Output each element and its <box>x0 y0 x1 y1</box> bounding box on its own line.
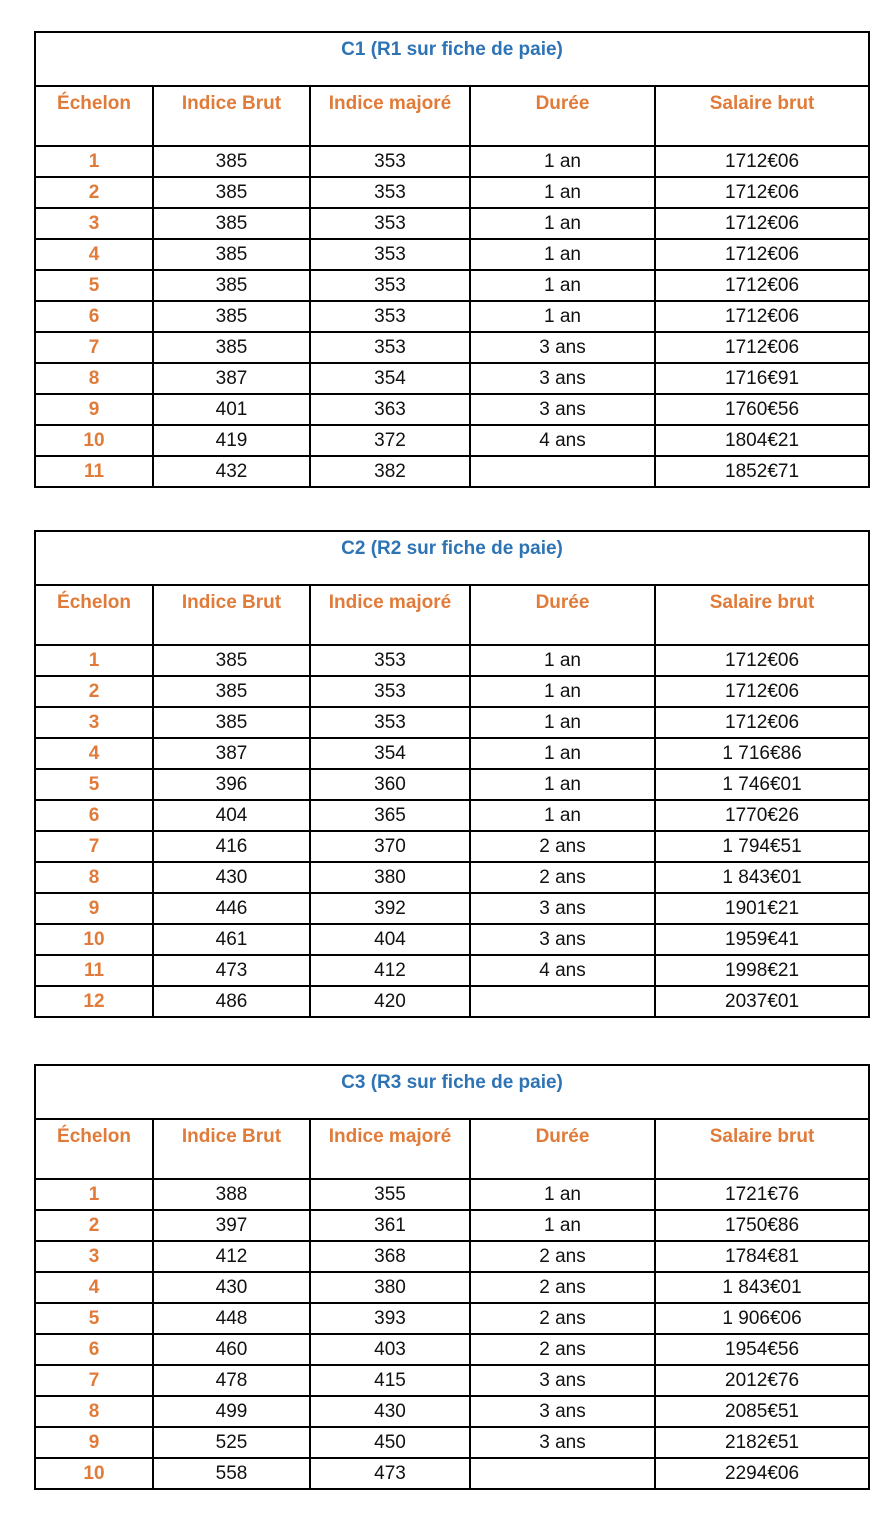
cell-indice-majore: 353 <box>310 707 470 738</box>
cell-duree: 1 an <box>470 707 655 738</box>
cell-indice-majore: 380 <box>310 1272 470 1303</box>
cell-indice-brut: 387 <box>153 363 310 394</box>
table-title: C1 (R1 sur fiche de paie) <box>35 32 869 86</box>
cell-indice-majore: 372 <box>310 425 470 456</box>
cell-duree: 2 ans <box>470 1272 655 1303</box>
cell-echelon: 11 <box>35 955 153 986</box>
cell-salaire-brut: 1 794€51 <box>655 831 869 862</box>
cell-indice-majore: 353 <box>310 645 470 676</box>
cell-duree <box>470 986 655 1017</box>
cell-duree: 1 an <box>470 1179 655 1210</box>
table-row <box>35 1303 869 1334</box>
cell-indice-brut: 385 <box>153 146 310 177</box>
table-header-row <box>35 585 869 645</box>
cell-echelon: 8 <box>35 862 153 893</box>
cell-indice-majore: 354 <box>310 363 470 394</box>
table-body <box>35 146 869 487</box>
cell-salaire-brut: 1712€06 <box>655 301 869 332</box>
cell-indice-brut: 412 <box>153 1241 310 1272</box>
cell-salaire-brut: 1954€56 <box>655 1334 869 1365</box>
cell-indice-brut: 448 <box>153 1303 310 1334</box>
cell-indice-brut: 419 <box>153 425 310 456</box>
table-row <box>35 1396 869 1427</box>
cell-echelon: 10 <box>35 1458 153 1489</box>
table-row <box>35 893 869 924</box>
cell-indice-brut: 388 <box>153 1179 310 1210</box>
cell-duree: 3 ans <box>470 924 655 955</box>
cell-salaire-brut: 1959€41 <box>655 924 869 955</box>
cell-duree <box>470 1458 655 1489</box>
cell-salaire-brut: 2182€51 <box>655 1427 869 1458</box>
table-row <box>35 1210 869 1241</box>
cell-echelon: 7 <box>35 1365 153 1396</box>
cell-echelon: 11 <box>35 456 153 487</box>
cell-duree: 1 an <box>470 738 655 769</box>
cell-duree: 2 ans <box>470 831 655 862</box>
table-row <box>35 1241 869 1272</box>
table-row <box>35 332 869 363</box>
cell-echelon: 6 <box>35 301 153 332</box>
cell-indice-brut: 416 <box>153 831 310 862</box>
cell-echelon: 3 <box>35 208 153 239</box>
table-row <box>35 707 869 738</box>
cell-indice-brut: 486 <box>153 986 310 1017</box>
cell-indice-majore: 473 <box>310 1458 470 1489</box>
cell-duree: 1 an <box>470 208 655 239</box>
table-row <box>35 1272 869 1303</box>
cell-duree: 2 ans <box>470 1241 655 1272</box>
cell-indice-majore: 353 <box>310 208 470 239</box>
cell-duree: 1 an <box>470 146 655 177</box>
cell-echelon: 3 <box>35 1241 153 1272</box>
cell-salaire-brut: 1998€21 <box>655 955 869 986</box>
cell-indice-majore: 415 <box>310 1365 470 1396</box>
table-row <box>35 1458 869 1489</box>
cell-salaire-brut: 1712€06 <box>655 177 869 208</box>
cell-indice-majore: 354 <box>310 738 470 769</box>
table-row <box>35 239 869 270</box>
cell-echelon: 7 <box>35 831 153 862</box>
cell-indice-brut: 430 <box>153 1272 310 1303</box>
header-indice-brut: Indice Brut <box>153 86 310 146</box>
table-row <box>35 301 869 332</box>
cell-salaire-brut: 1 746€01 <box>655 769 869 800</box>
cell-salaire-brut: 1 906€06 <box>655 1303 869 1334</box>
table-row <box>35 146 869 177</box>
cell-duree: 1 an <box>470 1210 655 1241</box>
table-row <box>35 800 869 831</box>
cell-indice-brut: 478 <box>153 1365 310 1396</box>
cell-duree: 1 an <box>470 645 655 676</box>
cell-indice-brut: 385 <box>153 332 310 363</box>
table-row <box>35 769 869 800</box>
cell-indice-brut: 401 <box>153 394 310 425</box>
cell-salaire-brut: 1 843€01 <box>655 1272 869 1303</box>
cell-indice-majore: 368 <box>310 1241 470 1272</box>
cell-indice-majore: 360 <box>310 769 470 800</box>
cell-salaire-brut: 2294€06 <box>655 1458 869 1489</box>
cell-duree: 1 an <box>470 177 655 208</box>
table-row <box>35 1334 869 1365</box>
cell-echelon: 8 <box>35 363 153 394</box>
header-echelon: Échelon <box>35 585 153 645</box>
cell-duree: 3 ans <box>470 1396 655 1427</box>
cell-duree: 1 an <box>470 800 655 831</box>
cell-indice-brut: 385 <box>153 676 310 707</box>
cell-indice-brut: 396 <box>153 769 310 800</box>
cell-echelon: 1 <box>35 645 153 676</box>
header-duree: Durée <box>470 86 655 146</box>
cell-echelon: 7 <box>35 332 153 363</box>
header-salaire-brut: Salaire brut <box>655 585 869 645</box>
header-echelon: Échelon <box>35 86 153 146</box>
cell-indice-majore: 353 <box>310 301 470 332</box>
cell-indice-majore: 361 <box>310 1210 470 1241</box>
cell-echelon: 9 <box>35 1427 153 1458</box>
cell-duree: 3 ans <box>470 363 655 394</box>
cell-echelon: 2 <box>35 177 153 208</box>
cell-echelon: 6 <box>35 800 153 831</box>
cell-indice-brut: 397 <box>153 1210 310 1241</box>
cell-indice-brut: 385 <box>153 239 310 270</box>
cell-salaire-brut: 2012€76 <box>655 1365 869 1396</box>
cell-salaire-brut: 1712€06 <box>655 332 869 363</box>
cell-echelon: 12 <box>35 986 153 1017</box>
cell-echelon: 10 <box>35 425 153 456</box>
cell-salaire-brut: 1 843€01 <box>655 862 869 893</box>
table-title-row <box>35 531 869 585</box>
header-duree: Durée <box>470 585 655 645</box>
cell-salaire-brut: 1712€06 <box>655 676 869 707</box>
cell-indice-majore: 353 <box>310 332 470 363</box>
cell-salaire-brut: 1716€91 <box>655 363 869 394</box>
cell-duree: 1 an <box>470 676 655 707</box>
cell-salaire-brut: 1712€06 <box>655 239 869 270</box>
cell-salaire-brut: 1901€21 <box>655 893 869 924</box>
cell-salaire-brut: 1712€06 <box>655 146 869 177</box>
cell-echelon: 6 <box>35 1334 153 1365</box>
cell-indice-brut: 404 <box>153 800 310 831</box>
table-row <box>35 738 869 769</box>
cell-indice-majore: 430 <box>310 1396 470 1427</box>
table-row <box>35 177 869 208</box>
cell-salaire-brut: 1760€56 <box>655 394 869 425</box>
cell-salaire-brut: 1 716€86 <box>655 738 869 769</box>
cell-echelon: 3 <box>35 707 153 738</box>
cell-indice-majore: 353 <box>310 177 470 208</box>
cell-salaire-brut: 1804€21 <box>655 425 869 456</box>
cell-indice-brut: 499 <box>153 1396 310 1427</box>
cell-indice-majore: 353 <box>310 676 470 707</box>
cell-echelon: 1 <box>35 1179 153 1210</box>
cell-duree: 1 an <box>470 239 655 270</box>
cell-duree: 3 ans <box>470 1427 655 1458</box>
cell-indice-brut: 385 <box>153 645 310 676</box>
table-row <box>35 862 869 893</box>
header-indice-majore: Indice majoré <box>310 86 470 146</box>
table-row <box>35 924 869 955</box>
table-header-row <box>35 1119 869 1179</box>
cell-duree: 4 ans <box>470 955 655 986</box>
cell-salaire-brut: 2085€51 <box>655 1396 869 1427</box>
cell-indice-brut: 473 <box>153 955 310 986</box>
table-row <box>35 456 869 487</box>
cell-indice-majore: 412 <box>310 955 470 986</box>
grille-c1-table <box>34 31 870 488</box>
cell-salaire-brut: 1852€71 <box>655 456 869 487</box>
table-row <box>35 1427 869 1458</box>
cell-indice-majore: 365 <box>310 800 470 831</box>
cell-indice-majore: 353 <box>310 239 470 270</box>
cell-indice-majore: 450 <box>310 1427 470 1458</box>
table-row <box>35 1365 869 1396</box>
cell-indice-majore: 420 <box>310 986 470 1017</box>
table-row <box>35 831 869 862</box>
cell-indice-majore: 403 <box>310 1334 470 1365</box>
table-header-row <box>35 86 869 146</box>
header-salaire-brut: Salaire brut <box>655 86 869 146</box>
cell-duree: 1 an <box>470 769 655 800</box>
cell-indice-brut: 558 <box>153 1458 310 1489</box>
cell-indice-brut: 525 <box>153 1427 310 1458</box>
cell-echelon: 4 <box>35 1272 153 1303</box>
cell-echelon: 9 <box>35 394 153 425</box>
cell-echelon: 10 <box>35 924 153 955</box>
cell-indice-brut: 446 <box>153 893 310 924</box>
table-row <box>35 1179 869 1210</box>
header-indice-brut: Indice Brut <box>153 1119 310 1179</box>
grille-c2-table <box>34 530 870 1018</box>
table-title-row <box>35 32 869 86</box>
cell-echelon: 4 <box>35 738 153 769</box>
table-row <box>35 425 869 456</box>
cell-indice-majore: 353 <box>310 146 470 177</box>
table-title-row <box>35 1065 869 1119</box>
cell-indice-majore: 382 <box>310 456 470 487</box>
table-body <box>35 1179 869 1489</box>
cell-duree: 1 an <box>470 301 655 332</box>
cell-indice-majore: 355 <box>310 1179 470 1210</box>
cell-indice-brut: 385 <box>153 208 310 239</box>
cell-salaire-brut: 1750€86 <box>655 1210 869 1241</box>
cell-duree: 3 ans <box>470 893 655 924</box>
header-echelon: Échelon <box>35 1119 153 1179</box>
header-indice-brut: Indice Brut <box>153 585 310 645</box>
cell-echelon: 2 <box>35 1210 153 1241</box>
header-salaire-brut: Salaire brut <box>655 1119 869 1179</box>
header-duree: Durée <box>470 1119 655 1179</box>
table-row <box>35 986 869 1017</box>
table-title: C3 (R3 sur fiche de paie) <box>35 1065 869 1119</box>
cell-duree: 3 ans <box>470 394 655 425</box>
cell-indice-majore: 392 <box>310 893 470 924</box>
cell-duree: 3 ans <box>470 332 655 363</box>
table-row <box>35 270 869 301</box>
cell-salaire-brut: 1712€06 <box>655 645 869 676</box>
table-row <box>35 394 869 425</box>
cell-salaire-brut: 1784€81 <box>655 1241 869 1272</box>
cell-salaire-brut: 2037€01 <box>655 986 869 1017</box>
cell-indice-brut: 432 <box>153 456 310 487</box>
header-indice-majore: Indice majoré <box>310 1119 470 1179</box>
cell-duree: 1 an <box>470 270 655 301</box>
cell-echelon: 5 <box>35 1303 153 1334</box>
cell-duree: 2 ans <box>470 862 655 893</box>
cell-echelon: 8 <box>35 1396 153 1427</box>
cell-indice-brut: 385 <box>153 707 310 738</box>
cell-echelon: 4 <box>35 239 153 270</box>
cell-indice-majore: 393 <box>310 1303 470 1334</box>
cell-duree <box>470 456 655 487</box>
table-row <box>35 208 869 239</box>
cell-echelon: 1 <box>35 146 153 177</box>
cell-echelon: 9 <box>35 893 153 924</box>
table-body <box>35 645 869 1017</box>
cell-indice-majore: 363 <box>310 394 470 425</box>
cell-indice-majore: 370 <box>310 831 470 862</box>
table-title: C2 (R2 sur fiche de paie) <box>35 531 869 585</box>
cell-echelon: 5 <box>35 769 153 800</box>
cell-duree: 2 ans <box>470 1303 655 1334</box>
cell-salaire-brut: 1712€06 <box>655 208 869 239</box>
grille-c3-table <box>34 1064 870 1490</box>
table-row <box>35 955 869 986</box>
cell-indice-brut: 385 <box>153 301 310 332</box>
cell-indice-brut: 461 <box>153 924 310 955</box>
cell-indice-brut: 460 <box>153 1334 310 1365</box>
cell-salaire-brut: 1721€76 <box>655 1179 869 1210</box>
cell-duree: 4 ans <box>470 425 655 456</box>
cell-duree: 2 ans <box>470 1334 655 1365</box>
cell-salaire-brut: 1770€26 <box>655 800 869 831</box>
table-row <box>35 363 869 394</box>
cell-duree: 3 ans <box>470 1365 655 1396</box>
cell-indice-brut: 387 <box>153 738 310 769</box>
header-indice-majore: Indice majoré <box>310 585 470 645</box>
table-row <box>35 645 869 676</box>
cell-indice-majore: 353 <box>310 270 470 301</box>
cell-indice-brut: 430 <box>153 862 310 893</box>
cell-indice-brut: 385 <box>153 177 310 208</box>
cell-echelon: 5 <box>35 270 153 301</box>
cell-salaire-brut: 1712€06 <box>655 270 869 301</box>
cell-echelon: 2 <box>35 676 153 707</box>
cell-indice-majore: 404 <box>310 924 470 955</box>
table-row <box>35 676 869 707</box>
cell-salaire-brut: 1712€06 <box>655 707 869 738</box>
cell-indice-brut: 385 <box>153 270 310 301</box>
cell-indice-majore: 380 <box>310 862 470 893</box>
